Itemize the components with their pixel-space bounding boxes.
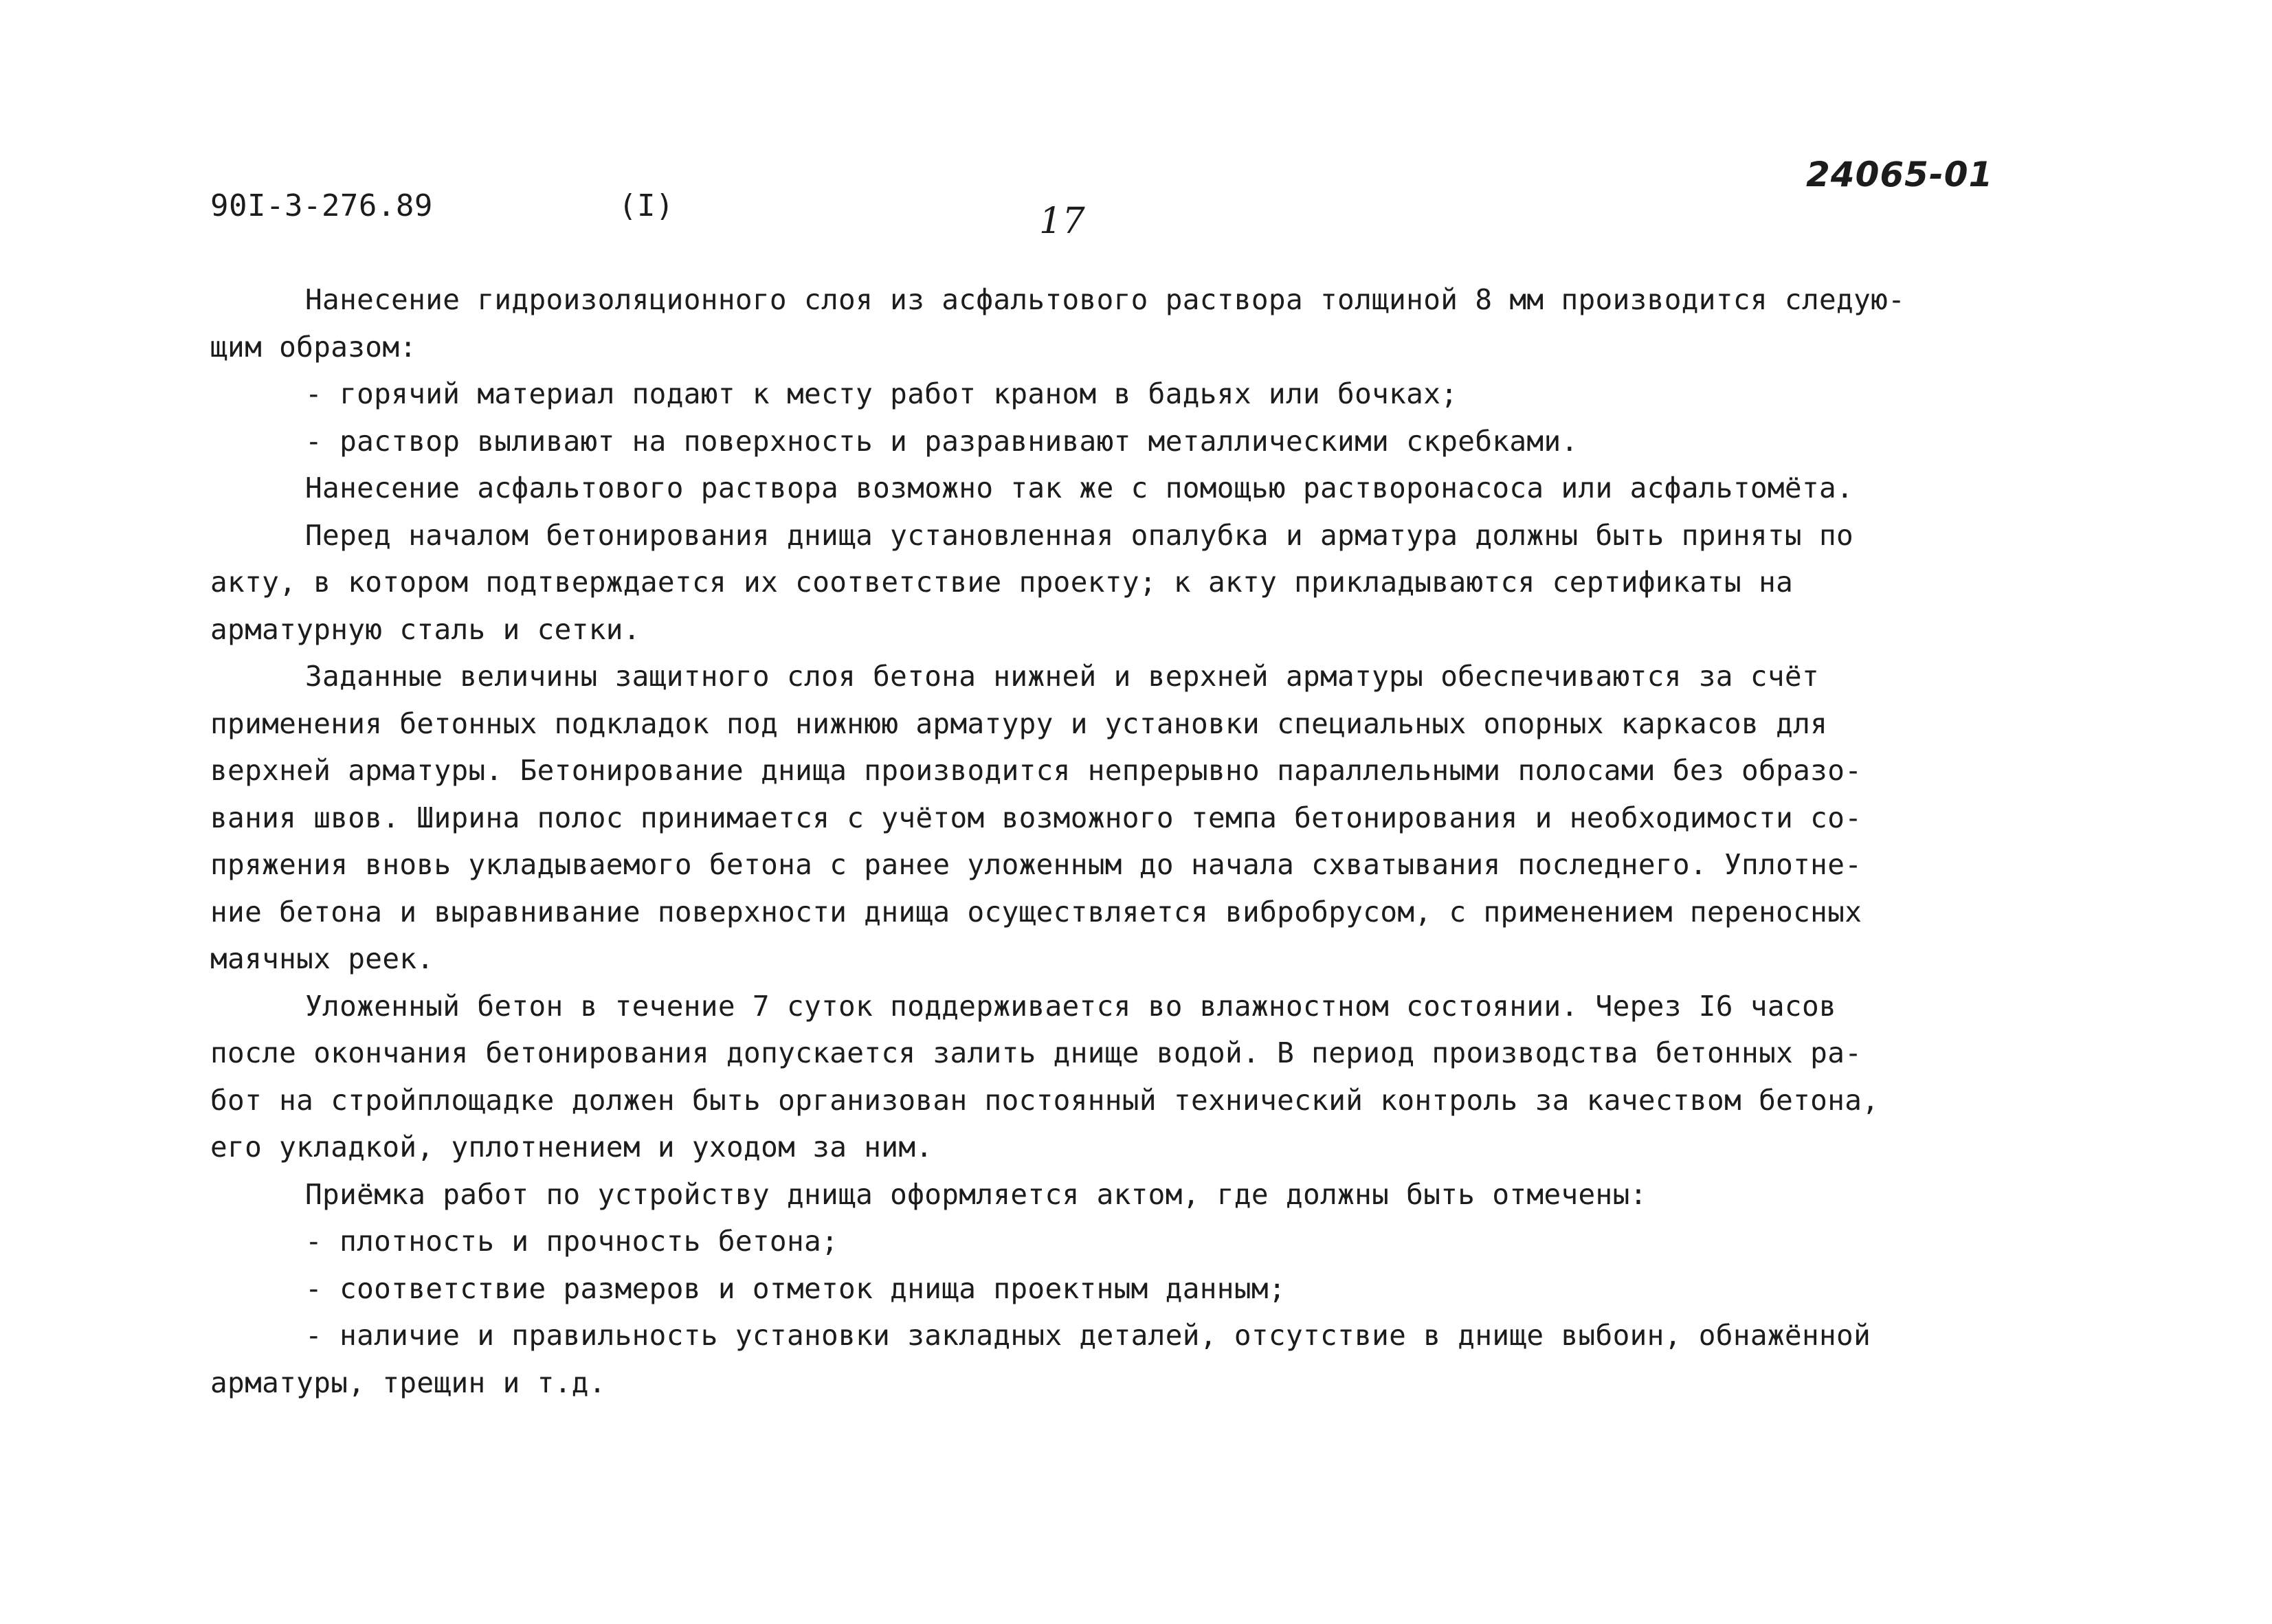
text-line: Перед началом бетонирования днища установленная опалубка и арматура должны быть приняты по	[305, 518, 1854, 552]
text-line: - плотность и прочность бетона;	[305, 1225, 839, 1258]
text-line: - соответствие размеров и отметок днища проектным данным;	[305, 1271, 1286, 1305]
text-line: Приёмка работ по устройству днища оформляется актом, где должны быть отмечены:	[305, 1177, 1647, 1211]
text-line: щим образом:	[210, 330, 417, 364]
text-line: пряжения вновь укладываемого бетона с ранее уложенным до начала схватывания последнего. Уплотне-	[210, 848, 1862, 881]
text-line: применения бетонных подкладок под нижнюю арматуру и установки специальных опорных каркасов для	[210, 707, 1828, 740]
text-line: Нанесение асфальтового раствора возможно так же с помощью растворонасоса или асфальтомёта.	[305, 471, 1854, 504]
inventory-number: 24065-01	[1806, 155, 1994, 194]
text-line: ние бетона и выравнивание поверхности днища осуществляется вибробрусом, с применением переносных	[210, 895, 1862, 928]
text-line: верхней арматуры. Бетонирование днища производится непрерывно параллельными полосами без образо-	[210, 754, 1862, 787]
text-line: Уложенный бетон в течение 7 суток поддерживается во влажностном состоянии. Через I6 часов	[305, 989, 1837, 1023]
text-line: маячных реек.	[210, 942, 434, 975]
document-code: 90I-3-276.89	[210, 188, 433, 223]
text-line: - наличие и правильность установки закладных деталей, отсутствие в днище выбоин, обнажённой	[305, 1319, 1871, 1352]
text-line: бот на стройплощадке должен быть организован постоянный технический контроль за качеством бетона,	[210, 1083, 1880, 1117]
text-line: его укладкой, уплотнением и уходом за ним.	[210, 1131, 933, 1164]
text-line: арматурную сталь и сетки.	[210, 612, 641, 646]
text-line: после окончания бетонирования допускается залить днище водой. В период производства бетонных ра-	[210, 1036, 1862, 1069]
text-line: - горячий материал подают к месту работ краном в бадьях или бочках;	[305, 377, 1458, 410]
page-number: 17	[1039, 201, 1086, 242]
body-text	[210, 276, 2107, 1406]
text-line: акту, в котором подтверждается их соответствие проекту; к акту прикладываются сертификаты на	[210, 566, 1794, 599]
text-line: арматуры, трещин и т.д.	[210, 1366, 606, 1399]
text-line: Заданные величины защитного слоя бетона нижней и верхней арматуры обеспечиваются за счёт	[305, 660, 1819, 693]
text-line: вания швов. Ширина полос принимается с учётом возможного темпа бетонирования и необходимости со-	[210, 801, 1862, 834]
text-line: Нанесение гидроизоляционного слоя из асфальтового раствора толщиной 8 мм производится следую-	[305, 283, 1906, 316]
sheet-label: (I)	[619, 188, 674, 223]
text-line: - раствор выливают на поверхность и разравнивают металлическими скребками.	[305, 424, 1579, 458]
